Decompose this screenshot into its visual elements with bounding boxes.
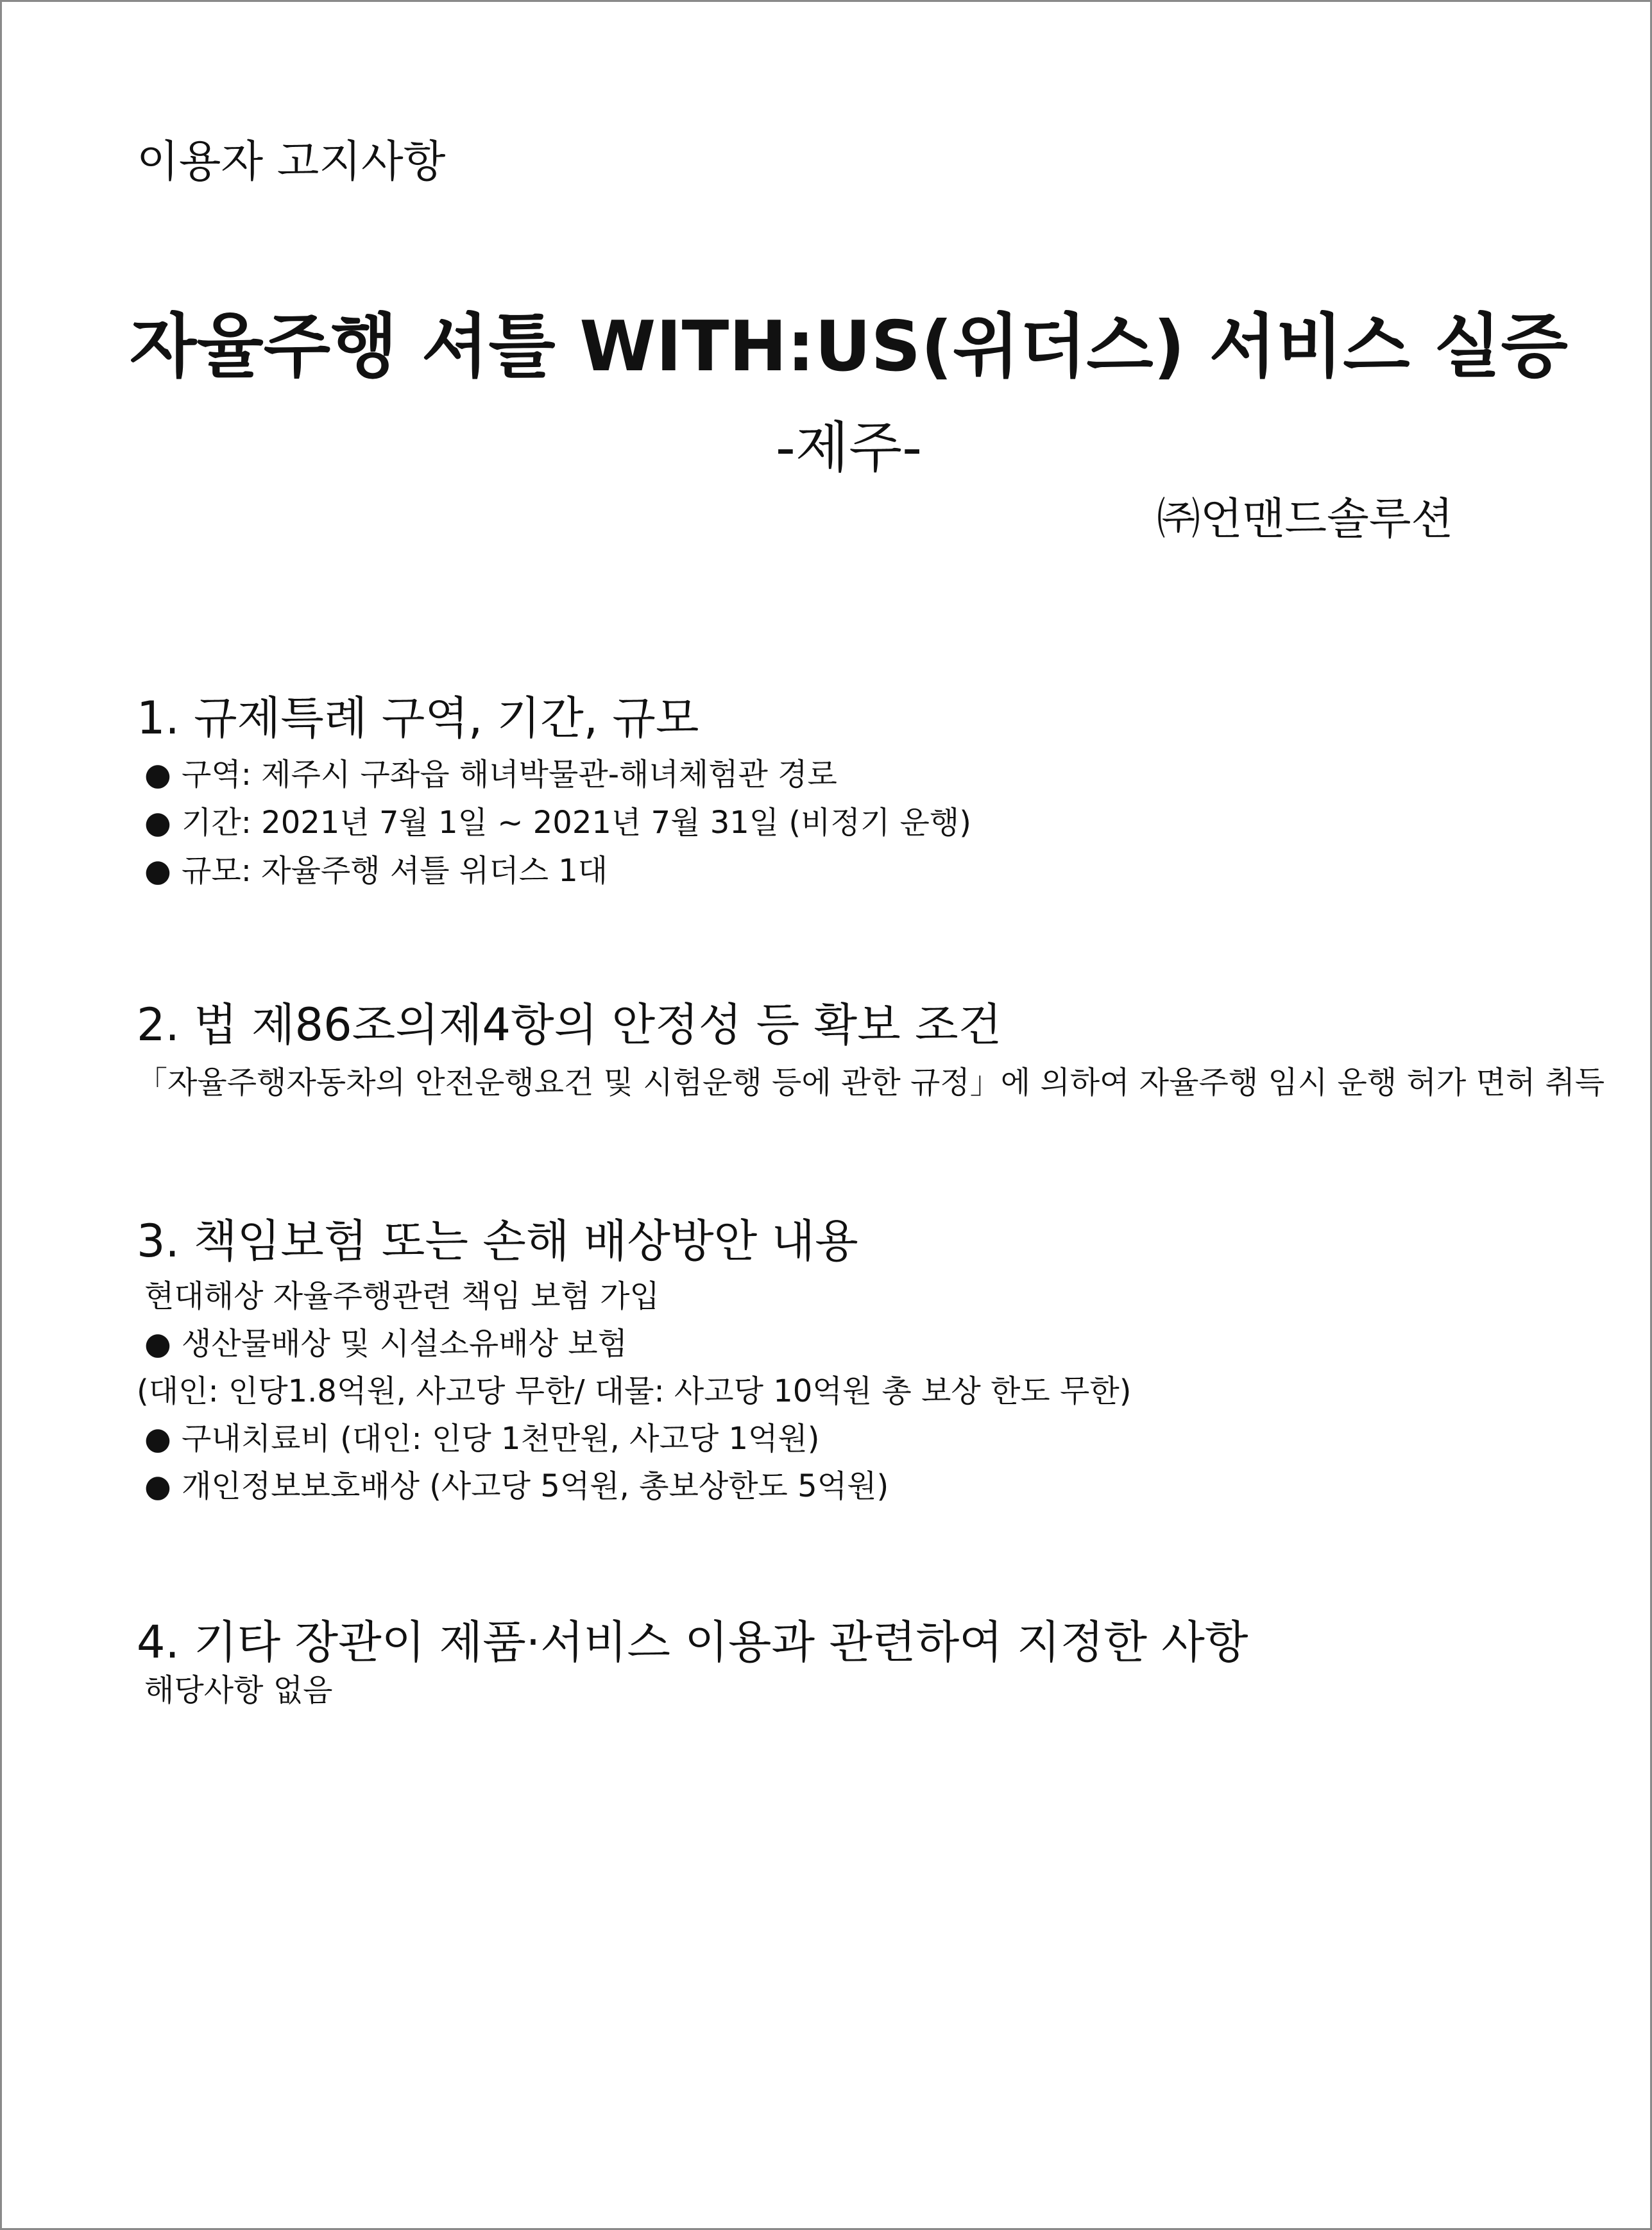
bullet-icon: ● bbox=[144, 757, 171, 793]
section-3-coverage-detail: (대인: 인당1.8억원, 사고당 무한/ 대물: 사고당 10억원 총 보상 한도 무한) bbox=[137, 1373, 1132, 1409]
section-3-item-medical: ● 구내치료비 (대인: 인당 1천만원, 사고당 1억원) bbox=[144, 1421, 820, 1457]
document-title: 자율주행 셔틀 WITH:US(위더스) 서비스 실증 bbox=[130, 307, 1568, 387]
section-1-item-scale: ● 규모: 자율주행 셔틀 위더스 1대 bbox=[144, 853, 608, 889]
bullet-icon: ● bbox=[144, 1468, 171, 1504]
bullet-icon: ● bbox=[144, 1326, 171, 1362]
section-3-insurance-line: 현대해상 자율주행관련 책임 보험 가입 bbox=[144, 1278, 660, 1314]
document-subtitle: -제주- bbox=[775, 416, 923, 480]
bullet-icon: ● bbox=[144, 1421, 171, 1457]
section-2-text: 「자율주행자동차의 안전운행요건 및 시험운행 등에 관한 규정」에 의하여 자율주행 임시 운행 허가 면허 취득 bbox=[137, 1065, 1605, 1101]
section-3-item-privacy: ● 개인정보보호배상 (사고당 5억원, 총보상한도 5억원) bbox=[144, 1468, 889, 1504]
section-3-item-product-liability: ● 생산물배상 및 시설소유배상 보험 bbox=[144, 1326, 627, 1362]
company-name: ㈜언맨드솔루션 bbox=[1157, 494, 1454, 545]
bullet-icon: ● bbox=[144, 805, 171, 841]
bullet-icon: ● bbox=[144, 853, 171, 889]
section-1-item-area: ● 구역: 제주시 구좌읍 해녀박물관-해녀체험관 경로 bbox=[144, 757, 837, 793]
section-4-heading: 4. 기타 장관이 제품·서비스 이용과 관련하여 지정한 사항 bbox=[137, 1616, 1248, 1668]
section-1-heading: 1. 규제특례 구역, 기간, 규모 bbox=[137, 692, 699, 744]
notice-label: 이용자 고지사항 bbox=[137, 137, 446, 187]
section-1-item-period: ● 기간: 2021년 7월 1일 ~ 2021년 7월 31일 (비정기 운행) bbox=[144, 805, 971, 841]
section-4-text: 해당사항 없음 bbox=[144, 1672, 333, 1708]
section-3-heading: 3. 책임보험 또는 손해 배상방안 내용 bbox=[137, 1215, 858, 1267]
section-2-heading: 2. 법 제86조의제4항의 안정성 등 확보 조건 bbox=[137, 999, 1002, 1051]
